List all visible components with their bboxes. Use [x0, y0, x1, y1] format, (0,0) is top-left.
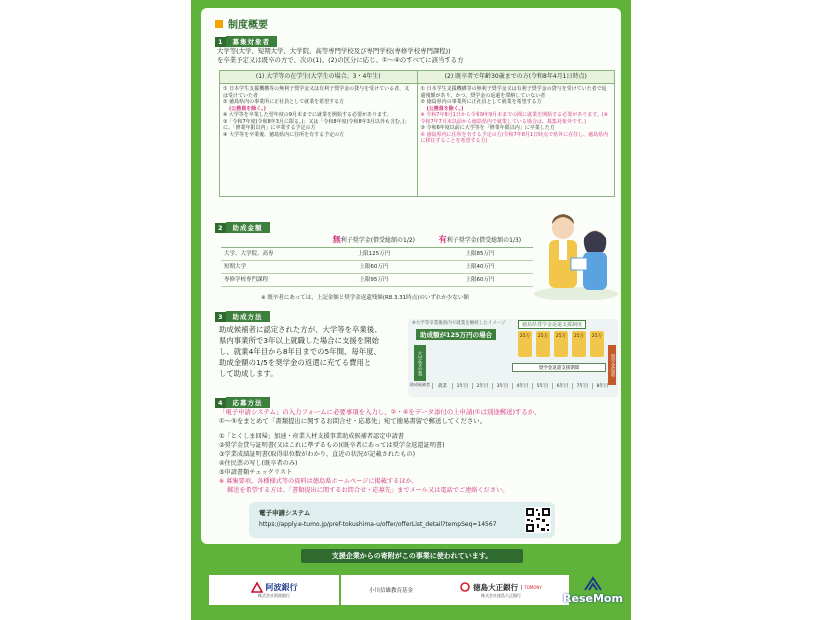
section4-instructions [219, 408, 617, 426]
section4-line1: 「電子申請システム」の入力フォームに必要事項を入力し、②・④をデータ添付の上申請(①は別途郵送)するか、 [219, 408, 541, 416]
section2-label: 助成金額 [226, 222, 270, 233]
section1-intro [217, 47, 617, 65]
diagram-year: 6年目 [552, 383, 572, 389]
diagram-support-label: 奨学金返還支援期間 [512, 363, 606, 372]
awa-bank-mark-icon [251, 582, 263, 593]
diagram-year: 8年目 [592, 383, 612, 389]
diagram-right-label: 奨学金返還 [608, 345, 616, 385]
eligibility-col1 [220, 84, 418, 197]
page-title-text: 制度概要 [228, 20, 268, 31]
doc-item: ⑤申請書類チェックリスト [219, 469, 293, 476]
yuri-head-text: 利子奨学金(借受総額の1/3) [446, 237, 522, 244]
doc-item: ④住民票の写し(既卒者のみ) [219, 460, 298, 467]
amount-muri-value: 上限95万円 [321, 274, 427, 287]
amount-school-type: 専修学校専門課程 [221, 274, 321, 287]
section4-label: 応募方法 [226, 397, 270, 408]
diagram-yen-badge: 25万 [536, 331, 550, 357]
footer-strip: 支援企業からの寄附がこの事業に使われています。 [301, 549, 523, 563]
section3-line: して助成します。 [219, 369, 278, 378]
yuri-mark: 有 [438, 235, 447, 244]
section3-line: 助成金額の1/5を奨学金の返還に充てる費用と [219, 358, 372, 367]
resemom-watermark [563, 575, 623, 605]
col2-item: ③ 令和6年度以前に大学等を「修業年限以内」に卒業した方 [420, 125, 555, 131]
e-application-box [249, 502, 555, 538]
diagram-caption: ※大学等卒業後県内で就業を継続したイメージ [412, 321, 506, 326]
diagram-yen-badge: 25万 [554, 331, 568, 357]
section4-docs [219, 432, 617, 495]
amount-row [221, 248, 533, 261]
sponsor-ogawa-fund [341, 575, 441, 605]
e-application-title: 電子申請システム [259, 509, 311, 517]
diagram-yen-row [518, 331, 604, 357]
sponsor-tokushima-taisho-bank [433, 575, 569, 605]
eligibility-table [219, 70, 615, 197]
section3-label: 助成方法 [226, 311, 270, 322]
diagram-yen-badge: 25万 [518, 331, 532, 357]
support-diagram [408, 319, 618, 397]
eligibility-col2-head: (2) 既卒者で年齢30歳までの方(令和8年4月1日時点) [417, 71, 615, 84]
amount-yuri-value: 上限85万円 [427, 248, 533, 261]
diagram-amount: 助成額が125万円の場合 [416, 329, 496, 340]
col1-item: (公務員を除く。) [229, 105, 266, 112]
diagram-left-label: 大学等卒業 [414, 345, 426, 381]
diagram-year: 1年目 [452, 383, 472, 389]
sponsor-name: 徳島大正銀行 [473, 582, 519, 592]
section3-number: 3 [215, 312, 226, 322]
watermark-text: ReseMom [563, 591, 623, 605]
amount-row [221, 274, 533, 287]
amount-note: ※ 既卒者にあっては、上記金額と奨学金返還残額(R8.3.31時点)のいずれか少ない額 [261, 295, 469, 301]
sponsor-extra: TOMONY [521, 585, 542, 590]
amount-muri-value: 上限60万円 [321, 261, 427, 274]
amount-row [221, 261, 533, 274]
footer [201, 547, 621, 609]
diagram-year: 2年目 [472, 383, 492, 389]
amount-table-corner [221, 234, 321, 248]
section4-note2: 郵送を希望する方は、「書類提出に関するお問合せ・応募先」までメール又は電話でご連絡ください。 [227, 487, 509, 494]
diagram-badge: 徳島県奨学金返還支援制度 [518, 320, 586, 329]
muri-head-text: 利子奨学金(借受総額の1/2) [340, 237, 416, 244]
section3-line: し、就業4年目から8年目までの5年間、毎年度、 [219, 347, 381, 356]
section1-label: 募集対象者 [226, 36, 278, 47]
col1-item: ※ 大学等を卒業した翌年度の9月末までに就業を開始する必要があります。 [223, 112, 392, 118]
amount-head-muri [321, 234, 427, 248]
e-application-link[interactable]: https://apply.e-tumo.jp/pref-tokushima-u/offer/offerList_detail?tempSeq=14567 [259, 521, 497, 528]
section3-body [219, 324, 403, 379]
section1-header [215, 36, 277, 47]
doc-item: ②奨学金貸与証明書(又はこれに準ずるもの)(既卒者にあっては奨学金返還証明書) [219, 442, 445, 449]
col1-item: ③「令和7年度(令和8年3月に限る。)」又は「令和8年度(令和8年3月以外も含む。)」に、「修業年限以内」に卒業する予定の方 [223, 118, 410, 131]
sponsor-name: 阿波銀行 [265, 582, 298, 592]
muri-mark: 無 [332, 235, 341, 244]
sponsor-sub: 株式会社阿波銀行 [258, 592, 290, 598]
section3-line: 県内事業所で3年以上就職した場合に支援を開始 [219, 336, 379, 345]
amount-head-yuri [427, 234, 533, 248]
page-title [215, 16, 268, 31]
section4-line2: ①～⑤をまとめて「書類提出に関するお問合せ・応募先」宛て簡易書留で郵送してください。 [219, 417, 487, 425]
col2-item: ② 徳島県内の事業所に正社員として就業を希望する方 [420, 99, 542, 105]
section3-header [215, 311, 270, 322]
doc-item: ③学業成績証明書(取得単位数がわかり、直近の状況が記載されたもの) [219, 451, 415, 458]
diagram-yen-badge: 25万 [572, 331, 586, 357]
doc-item: ①「とくしま回帰」加速・産業人材支援事業助成候補者認定申請書 [219, 433, 404, 440]
section1-number: 1 [215, 37, 226, 47]
diagram-year: 7年目 [572, 383, 592, 389]
taisho-bank-logo [460, 582, 542, 593]
diagram-year: 4年目 [512, 383, 532, 389]
col1-item: ② 徳島県内の事業所に正社員として就業を希望する方 [223, 99, 345, 105]
students-illustration [533, 202, 619, 300]
col2-item: ④ 徳島県内に住所を有する予定の方(令和7年8月1日時点で県外に在住し、徳島県内に移住することを希望する方) [420, 131, 609, 144]
col1-item: ① 日本学生支援機構等の無利子奨学金又は有利子奨学金の貸与を受けている者、又は受けていた者 [223, 86, 410, 99]
section1-intro-line1: 大学等(大学、短期大学、大学院、高等専門学校及び専門学校(専修学校専門課程)) [217, 47, 451, 55]
diagram-year: 就業 [432, 383, 452, 389]
section4-number: 4 [215, 398, 226, 408]
col2-item: (公務員を除く。) [426, 105, 464, 112]
amount-table-body [221, 248, 533, 287]
diagram-year: 3年目 [492, 383, 512, 389]
section4-note1: ※ 募集要項、各種様式等の資料は徳島県ホームページに掲載するほか、 [219, 478, 418, 485]
amount-school-type: 短期大学 [221, 261, 321, 274]
document-sheet [201, 8, 621, 544]
title-square-icon [215, 20, 223, 28]
section2-header [215, 222, 270, 233]
diagram-left-sub: 助成候補者 [410, 382, 430, 387]
section4-line1-wrap [219, 408, 617, 417]
amount-table [221, 234, 533, 287]
taisho-bank-mark-icon [460, 582, 470, 592]
section1-intro-line2: を卒業予定又は既卒の方で、次の(1)、(2)の区分に応じ、①～④のすべてに該当する方 [217, 56, 464, 64]
section3-line: 助成候補者に認定された方が、大学等を卒業後、 [219, 325, 382, 334]
sponsor-name: 小川信雄教育基金 [368, 588, 413, 594]
col1-item: ④ 大学等を卒業後、徳島県内に住所を有する予定の方 [223, 131, 345, 138]
eligibility-col1-head: (1) 大学等の在学生(大学生の場合、3・4年生) [220, 71, 418, 84]
awa-bank-logo [251, 582, 298, 593]
diagram-yen-badge: 25万 [590, 331, 604, 357]
qr-code-icon [525, 507, 551, 533]
amount-school-type: 大学、大学院、高専 [221, 248, 321, 261]
section4-header [215, 397, 270, 408]
amount-muri-value: 上限125万円 [321, 248, 427, 261]
section2-number: 2 [215, 223, 226, 233]
col2-item: ※ 令和7年8月1日から令和9年9月末までの間に就業を開始する必要があります。(※令和7年7月末以前から徳島県内で就業している場合は、募集対象外です。) [420, 112, 608, 125]
diagram-year: 5年目 [532, 383, 552, 389]
sponsor-awa-bank [209, 575, 339, 605]
amount-yuri-value: 上限40万円 [427, 261, 533, 274]
sponsor-sub: 株式会社徳島大正銀行 [481, 592, 521, 598]
amount-yuri-value: 上限60万円 [427, 274, 533, 287]
col2-item: ① 日本学生支援機構等の無利子奨学金又は有利子奨学金の貸与を受けていた者で返還残額があり、かつ、奨学金の返還を滞納していない者 [420, 86, 607, 99]
eligibility-col2 [417, 84, 615, 197]
resemom-logo-icon [583, 576, 603, 592]
diagram-years-row [432, 383, 612, 389]
